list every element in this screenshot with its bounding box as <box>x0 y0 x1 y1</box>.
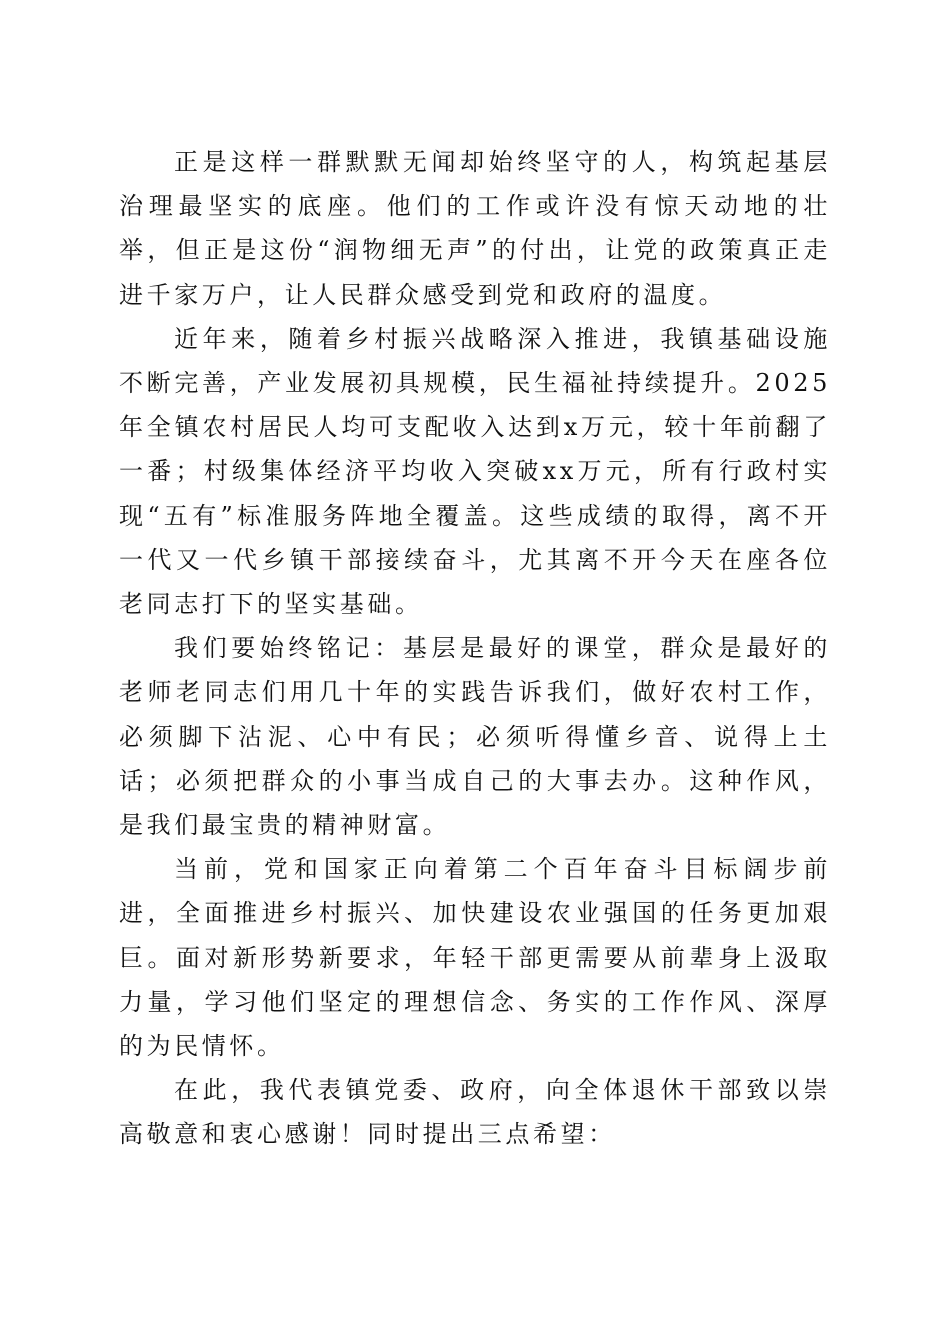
document-body <box>119 140 831 1157</box>
paragraph-2: 近年来，随着乡村振兴战略深入推进，我镇基础设施不断完善，产业发展初具规模，民生福祉持续提升。2025年全镇农村居民人均可支配收入达到x万元，较十年前翻了一番；村级集体经济平均收入突破xx万元，所有行政村实现“五有”标准服务阵地全覆盖。这些成绩的取得，离不开一代又一代乡镇干部接续奋斗，尤其离不开今天在座各位老同志打下的坚实基础。 <box>119 324 831 619</box>
paragraph-3: 我们要始终铭记：基层是最好的课堂，群众是最好的老师老同志们用几十年的实践告诉我们，做好农村工作，必须脚下沾泥、心中有民；必须听得懂乡音、说得上土话；必须把群众的小事当成自己的大事去办。这种作风，是我们最宝贵的精神财富。 <box>119 634 831 840</box>
paragraph-4: 当前，党和国家正向着第二个百年奋斗目标阔步前进，全面推进乡村振兴、加快建设农业强国的任务更加艰巨。面对新形势新要求，年轻干部更需要从前辈身上汲取力量，学习他们坚定的理想信念、务实的工作作风、深厚的为民情怀。 <box>119 855 831 1061</box>
paragraph-5: 在此，我代表镇党委、政府，向全体退休干部致以崇高敬意和衷心感谢！同时提出三点希望： <box>119 1076 831 1149</box>
paragraph-1: 正是这样一群默默无闻却始终坚守的人，构筑起基层治理最坚实的底座。他们的工作或许没有惊天动地的壮举，但正是这份“润物细无声”的付出，让党的政策真正走进千家万户，让人民群众感受到党和政府的温度。 <box>119 148 831 309</box>
